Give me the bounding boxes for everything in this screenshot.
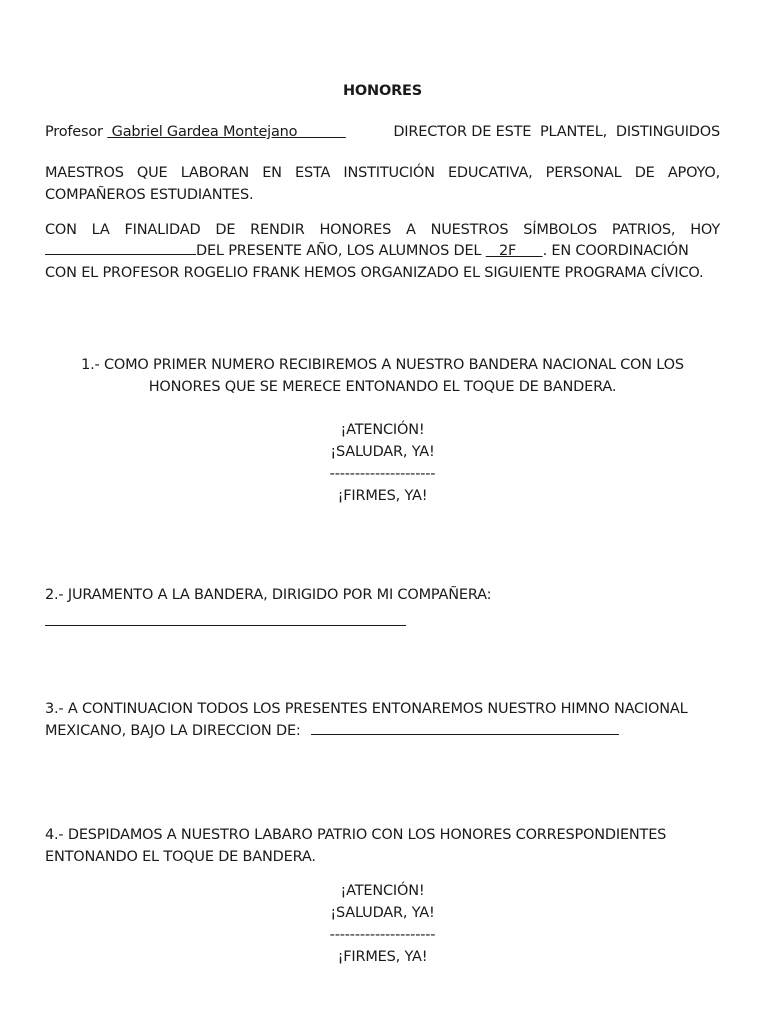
item1-command-salute: ¡SALUDAR, YA!	[330, 444, 435, 460]
document-title: HONORES	[342, 83, 423, 99]
date-blank	[45, 240, 196, 255]
item3-line-2-text: MEXICANO, BAJO LA DIRECCION DE:	[45, 723, 301, 739]
item4-command-attention: ¡ATENCIÓN!	[340, 883, 425, 899]
item4-command-salute: ¡SALUDAR, YA!	[330, 905, 435, 921]
intro-prefix: Profesor	[45, 124, 103, 140]
group-value: 2F	[485, 243, 543, 259]
item1-command-attention: ¡ATENCIÓN!	[340, 422, 425, 438]
item1-line-2: HONORES QUE SE MERECE ENTONANDO EL TOQUE DE BANDERA.	[148, 379, 617, 395]
intro-line-3: COMPAÑEROS ESTUDIANTES.	[45, 187, 254, 203]
item4-command-separator: ---------------------	[329, 927, 436, 943]
item4-line-1: 4.- DESPIDAMOS A NUESTRO LABARO PATRIO CON LOS HONORES CORRESPONDIENTES	[45, 827, 667, 843]
item2-line-1: 2.- JURAMENTO A LA BANDERA, DIRIGIDO POR MI COMPAÑERA:	[45, 587, 492, 603]
intro-line-2: MAESTROS QUE LABORAN EN ESTA INSTITUCIÓN EDUCATIVA, PERSONAL DE APOYO,	[45, 165, 720, 181]
purpose-line-1: CON LA FINALIDAD DE RENDIR HONORES A NUESTROS SÍMBOLOS PATRIOS, HOY	[45, 222, 720, 238]
director-blank	[311, 720, 619, 735]
item1-line-1: 1.- COMO PRIMER NUMERO RECIBIREMOS A NUESTRO BANDERA NACIONAL CON LOS	[81, 357, 684, 373]
purpose-line-2-b: . EN COORDINACIÓN	[542, 243, 689, 259]
intro-line-1-rest: DIRECTOR DE ESTE PLANTEL, DISTINGUIDOS	[393, 124, 720, 140]
purpose-line-2-a: DEL PRESENTE AÑO, LOS ALUMNOS DEL	[196, 243, 482, 259]
item4-line-2: ENTONANDO EL TOQUE DE BANDERA.	[45, 849, 316, 865]
teacher-name: Gabriel Gardea Montejano	[107, 124, 346, 140]
item3-line-1: 3.- A CONTINUACION TODOS LOS PRESENTES ENTONAREMOS NUESTRO HIMNO NACIONAL	[45, 701, 688, 717]
intro-line-1-left	[45, 121, 346, 143]
purpose-line-2	[45, 240, 720, 262]
item3-line-2	[45, 720, 720, 742]
item1-command-separator: ---------------------	[329, 466, 436, 482]
item2-signature-line	[45, 625, 406, 626]
intro-line-1	[45, 121, 720, 143]
purpose-line-3: CON EL PROFESOR ROGELIO FRANK HEMOS ORGANIZADO EL SIGUIENTE PROGRAMA CÍVICO.	[45, 265, 704, 281]
item1-command-firm: ¡FIRMES, YA!	[337, 488, 428, 504]
item4-command-firm: ¡FIRMES, YA!	[337, 949, 428, 965]
